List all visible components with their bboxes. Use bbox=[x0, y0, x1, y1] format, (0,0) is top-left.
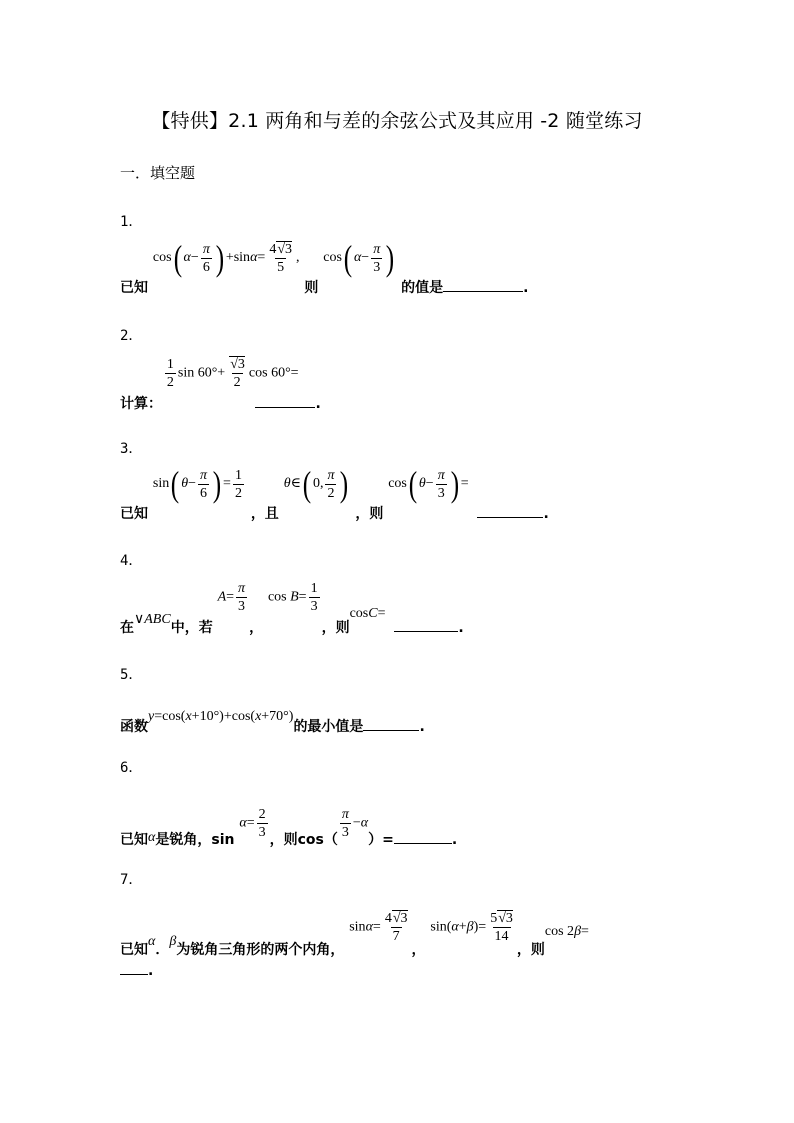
q6-prefix: 已知 bbox=[120, 831, 148, 848]
q7-sin-sum: sin(α+β)= $\frac{5√3}{14}$ bbox=[430, 911, 513, 944]
question-7 bbox=[120, 910, 589, 958]
q4-then: ，则 bbox=[321, 619, 350, 636]
question-3: 已知 sin( θ− $\frac{\pi}{6}$ ) = $\frac{1}{2}$ ，且 θ∈( 0, $\frac{\pi}{2}$ ) ，则 cos( θ− $\frac{\pi}{3}$ ) = . bbox=[120, 464, 549, 522]
question-number: 7． bbox=[120, 872, 143, 888]
question-number: 3． bbox=[120, 441, 143, 457]
q5-function: y=cos(x+10°)+cos(x+70°) bbox=[148, 709, 294, 724]
q3-then: ，则 bbox=[355, 506, 384, 522]
q6-angle: $\frac{\pi}{3}$ −α bbox=[341, 807, 369, 840]
q7-beta: β bbox=[169, 933, 177, 949]
q5-prefix: 函数 bbox=[120, 719, 148, 735]
question-number: 5． bbox=[120, 667, 143, 683]
q7-comma: ， bbox=[411, 941, 426, 958]
q6-alpha: α bbox=[148, 829, 156, 845]
question-6 bbox=[120, 800, 458, 848]
answer-blank[interactable] bbox=[443, 279, 523, 292]
q6-then-cos: ，则cos（ bbox=[269, 831, 338, 848]
q4-comma: ， bbox=[249, 619, 264, 636]
q6-acute: 是锐角，sin bbox=[155, 831, 235, 848]
answer-blank[interactable] bbox=[394, 619, 458, 632]
q4-triangle: ∨ABC bbox=[134, 612, 171, 627]
q4-angle-a: A= $\frac{\pi}{3}$ bbox=[217, 581, 246, 614]
q6-close: ）= bbox=[368, 831, 394, 848]
q7-sep: ． bbox=[155, 941, 170, 958]
question-2: 计算： $\frac{1}{2}$ sin 60°+ $\frac{√3}{2}$ cos 60°= . bbox=[120, 357, 321, 412]
question-number: 4． bbox=[120, 553, 143, 569]
q7-sin-alpha: sinα= $\frac{4√3}{7}$ bbox=[349, 911, 408, 944]
q1-target-formula: cos( α− $\frac{\pi}{3}$ ) bbox=[323, 238, 395, 278]
q3-target-formula: cos( θ− $\frac{\pi}{3}$ ) = bbox=[388, 464, 469, 504]
question-5: 函数y=cos(x+10°)+cos(x+70°)的最小值是 . bbox=[120, 709, 425, 735]
q1-condition-formula: cos( α− $\frac{\pi}{6}$ ) +sinα= $\frac{4√3}{5}$ , bbox=[152, 238, 300, 278]
answer-blank[interactable] bbox=[255, 395, 315, 408]
q5-suffix: 的最小值是 bbox=[293, 719, 364, 735]
q3-condition-formula: sin( θ− $\frac{\pi}{6}$ ) = $\frac{1}{2}$ bbox=[152, 464, 242, 504]
question-7-answer-line: . bbox=[120, 962, 153, 979]
q1-then: 则 bbox=[304, 280, 319, 296]
q4-if: 中，若 bbox=[170, 619, 213, 636]
answer-blank[interactable] bbox=[477, 505, 543, 518]
question-number: 2． bbox=[120, 328, 143, 344]
q7-target: cos 2β= bbox=[544, 923, 589, 939]
q3-prefix: 已知 bbox=[120, 506, 148, 522]
page-title: 【特供】2.1 两角和与差的余弦公式及其应用 -2 随堂练习 bbox=[151, 110, 643, 132]
question-number: 6． bbox=[120, 760, 143, 776]
q3-and: ，且 bbox=[250, 506, 279, 522]
q1-prefix: 已知 bbox=[120, 280, 148, 296]
answer-blank[interactable] bbox=[363, 718, 419, 731]
q6-sin-value: α= $\frac{2}{3}$ bbox=[239, 807, 266, 840]
q1-suffix: 的值是 bbox=[401, 280, 444, 296]
answer-blank[interactable] bbox=[394, 831, 452, 844]
answer-blank[interactable] bbox=[120, 962, 148, 975]
q4-prefix: 在 bbox=[120, 619, 134, 636]
q7-desc: 为锐角三角形的两个内角， bbox=[176, 941, 345, 958]
q4-cos-b: cos B= $\frac{1}{3}$ bbox=[267, 581, 318, 614]
q2-prefix: 计算： bbox=[120, 395, 162, 412]
q2-formula: $\frac{1}{2}$ sin 60°+ $\frac{√3}{2}$ cos 60°= bbox=[166, 357, 299, 390]
q7-then: ，则 bbox=[516, 941, 545, 958]
q7-prefix: 已知 bbox=[120, 941, 148, 958]
q4-target: cosC= bbox=[349, 605, 386, 621]
period: . bbox=[451, 831, 458, 848]
section-heading: 一．填空题 bbox=[120, 164, 196, 182]
question-number: 1． bbox=[120, 214, 143, 230]
q7-alpha: α bbox=[148, 933, 156, 949]
question-4: 在∨ABC中，若 A= $\frac{\pi}{3}$ ， cos B= $\frac{1}{3}$ ，则cosC= . bbox=[120, 581, 464, 636]
q3-range-formula: θ∈( 0, $\frac{\pi}{2}$ ) bbox=[283, 464, 349, 504]
question-1: 已知 cos( α− $\frac{\pi}{6}$ ) +sinα= $\frac{4√3}{5}$ , 则 cos( α− $\frac{\pi}{3}$ ) 的值是 . bbox=[120, 238, 529, 296]
